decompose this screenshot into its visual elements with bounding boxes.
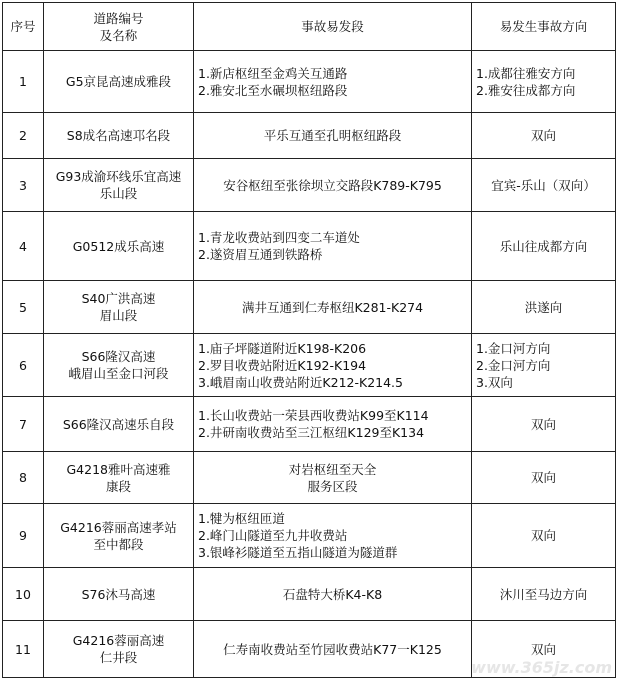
cell-direction-line: 1.成都往雅安方向 — [476, 65, 576, 81]
cell-road-line: 峨眉山至金口河段 — [68, 366, 169, 381]
cell-section — [194, 159, 472, 212]
cell-road-line: G4216蓉丽高速 — [72, 633, 165, 648]
cell-road-line: 仁井段 — [99, 650, 138, 665]
header-section: 事故易发段 — [194, 3, 472, 51]
cell-no-text: 11 — [15, 641, 31, 657]
cell-no-text: 5 — [19, 299, 27, 315]
cell-section-line: 1.青龙收费站到四变二车道处 — [198, 230, 360, 245]
cell-direction-line: 双向 — [530, 641, 556, 657]
table-row — [3, 51, 616, 113]
header-road-line-1: 道路编号 — [93, 10, 144, 26]
cell-road-line: 眉山段 — [99, 308, 138, 323]
cell-no — [3, 568, 44, 621]
cell-road — [44, 504, 194, 568]
table-row — [3, 334, 616, 397]
table-row — [3, 504, 616, 568]
cell-road-line: 至中都段 — [93, 536, 144, 552]
cell-section-line: 仁寿南收费站至竹园收费站K77一K125 — [223, 641, 442, 657]
cell-section-line: 服务区段 — [307, 478, 358, 494]
cell-road — [44, 568, 194, 621]
cell-road — [44, 452, 194, 504]
cell-direction-line: 双向 — [530, 470, 556, 485]
cell-direction-line: 1.金口河方向 — [476, 340, 551, 356]
cell-section-line: 2.遂资眉互通到铁路桥 — [198, 247, 323, 262]
table-row — [3, 397, 616, 452]
accident-table — [2, 2, 616, 678]
cell-road — [44, 212, 194, 281]
cell-direction — [472, 568, 616, 621]
cell-road-line: S66隆汉高速乐自段 — [62, 416, 175, 432]
cell-section — [194, 281, 472, 334]
watermark: www.365jz.com — [471, 658, 612, 677]
cell-no — [3, 621, 44, 678]
cell-section-line: 2.罗目收费站附近K192-K194 — [198, 357, 367, 373]
cell-road-line: S8成名高速邛名段 — [66, 128, 171, 143]
cell-no-text: 9 — [19, 528, 27, 543]
cell-direction-line: 3.双向 — [476, 374, 513, 390]
cell-no — [3, 397, 44, 452]
cell-section-line: 2.峰门山隧道至九井收费站 — [198, 528, 348, 543]
cell-road-line: S76沐马高速 — [81, 586, 156, 602]
cell-direction — [472, 334, 616, 397]
cell-section — [194, 452, 472, 504]
cell-section — [194, 504, 472, 568]
cell-road-line: S40广洪高速 — [81, 291, 156, 306]
cell-road — [44, 159, 194, 212]
cell-road-line: G93成渝环线乐宜高速 — [55, 169, 182, 184]
cell-section-line: 1.长山收费站一荣县西收费站K99至K114 — [198, 408, 429, 423]
table-row — [3, 281, 616, 334]
cell-road — [44, 397, 194, 452]
cell-direction — [472, 504, 616, 568]
cell-no — [3, 504, 44, 568]
cell-section — [194, 568, 472, 621]
cell-section-line: 1.新店枢纽至金鸡关互通路 — [198, 65, 348, 81]
cell-direction-line: 沐川至马边方向 — [499, 586, 588, 602]
cell-road-line: 乐山段 — [99, 186, 138, 201]
header-row — [3, 3, 616, 51]
cell-road-line: S66隆汉高速 — [81, 349, 156, 364]
cell-direction-line: 双向 — [530, 128, 556, 143]
cell-no — [3, 51, 44, 113]
cell-direction-line: 洪遂向 — [524, 299, 563, 315]
cell-section-line: 对岩枢纽至天全 — [288, 461, 377, 477]
cell-road — [44, 281, 194, 334]
cell-no-text: 3 — [19, 177, 27, 193]
cell-section-line: 2.井研南收费站至三江枢纽K129至K134 — [198, 425, 425, 440]
header-no: 序号 — [3, 3, 44, 51]
cell-direction — [472, 51, 616, 113]
cell-road-line: 康段 — [105, 478, 131, 494]
cell-section — [194, 397, 472, 452]
table-row — [3, 159, 616, 212]
table-row — [3, 452, 616, 504]
cell-direction — [472, 113, 616, 159]
cell-section — [194, 51, 472, 113]
cell-no — [3, 113, 44, 159]
cell-no-text: 4 — [19, 238, 27, 254]
cell-road — [44, 334, 194, 397]
cell-road-line: G4216蓉丽高速孝站 — [60, 519, 177, 535]
cell-section — [194, 621, 472, 678]
cell-section-line: 1.庙子坪隧道附近K198-K206 — [198, 340, 367, 356]
cell-section-line: 1.犍为枢纽匝道 — [198, 511, 285, 526]
table-row — [3, 568, 616, 621]
cell-no-text: 6 — [19, 357, 27, 373]
cell-section-line: 安谷枢纽至张徐坝立交路段K789-K795 — [223, 177, 442, 193]
cell-direction-line: 2.金口河方向 — [476, 357, 551, 373]
cell-no-text: 10 — [15, 586, 31, 602]
header-direction: 易发生事故方向 — [472, 3, 616, 51]
cell-direction — [472, 397, 616, 452]
cell-road-line: G4218雅叶高速雅 — [66, 461, 171, 477]
cell-section-line: 石盘特大桥K4-K8 — [282, 586, 383, 602]
cell-road — [44, 51, 194, 113]
cell-direction — [472, 281, 616, 334]
cell-section-line: 满井互通到仁寿枢纽K281-K274 — [241, 299, 424, 315]
cell-road-line: G0512成乐高速 — [72, 238, 165, 254]
cell-direction-line: 2.雅安往成都方向 — [476, 82, 576, 98]
cell-no-text: 8 — [19, 470, 27, 485]
cell-section-line: 平乐互通至孔明枢纽路段 — [263, 128, 402, 143]
cell-direction — [472, 212, 616, 281]
table-row — [3, 212, 616, 281]
cell-no-text: 2 — [19, 128, 27, 143]
cell-direction — [472, 159, 616, 212]
cell-direction-line: 双向 — [530, 528, 556, 543]
cell-direction-line: 双向 — [530, 416, 556, 432]
cell-section-line: 2.雅安北至水碾坝枢纽路段 — [198, 82, 348, 98]
cell-no — [3, 334, 44, 397]
cell-no — [3, 452, 44, 504]
cell-section-line: 3.银峰衫隧道至五指山隧道为隧道群 — [198, 545, 398, 560]
cell-section-line: 3.峨眉南山收费站附近K212-K214.5 — [198, 374, 403, 390]
cell-direction-line: 宜宾-乐山（双向） — [491, 177, 596, 193]
cell-section — [194, 212, 472, 281]
cell-no-text: 7 — [19, 416, 27, 432]
cell-section — [194, 334, 472, 397]
cell-no-text: 1 — [19, 74, 27, 89]
cell-no — [3, 159, 44, 212]
cell-direction-line: 乐山往成都方向 — [499, 238, 588, 254]
cell-direction — [472, 452, 616, 504]
cell-no — [3, 281, 44, 334]
table-row — [3, 113, 616, 159]
header-road-line-2: 及名称 — [99, 27, 138, 43]
header-road — [44, 3, 194, 51]
cell-road-line: G5京昆高速成雅段 — [65, 74, 172, 89]
cell-no — [3, 212, 44, 281]
cell-section — [194, 113, 472, 159]
cell-road — [44, 621, 194, 678]
cell-road — [44, 113, 194, 159]
